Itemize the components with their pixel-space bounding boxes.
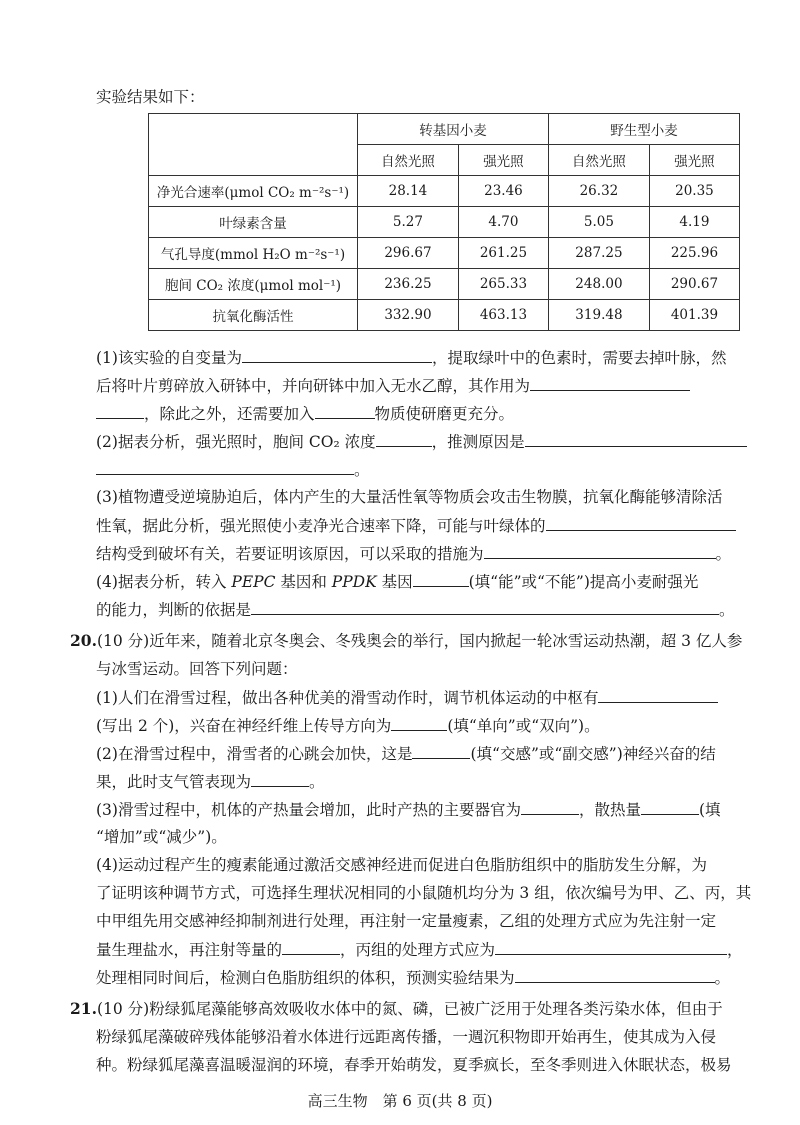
answer-blank[interactable] — [641, 798, 699, 815]
q21-line3: 种。粉绿狐尾藻喜温暖湿润的环境，春季开始萌发，夏季疯长，至冬季则进入休眠状态，极易 — [96, 1056, 732, 1074]
results-table — [148, 113, 740, 331]
table-sub-header: 自然光照 — [358, 145, 459, 176]
table-cell: 401.39 — [649, 300, 739, 331]
q19-part3-line1: (3)植物遭受逆境胁迫后，体内产生的大量活性氧等物质会攻击生物膜，抗氧化酶能够清除活 — [96, 488, 723, 506]
answer-blank[interactable] — [525, 430, 747, 447]
q19-part2-line1: (2)据表分析，强光照时，胞间 CO₂ 浓度 ，推测原因是 — [96, 430, 747, 453]
table-row — [149, 269, 740, 300]
question-number: 20. — [70, 631, 97, 650]
answer-blank[interactable] — [598, 686, 718, 703]
answer-blank[interactable] — [242, 346, 432, 363]
table-cell: 26.32 — [548, 176, 649, 207]
q20-part4-line2: 了证明该种调节方式，可选择生理状况相同的小鼠随机均分为 3 组，依次编号为甲、乙、丙，其 — [96, 884, 752, 902]
table-cell: 261.25 — [458, 238, 548, 269]
table-cell: 296.67 — [358, 238, 459, 269]
table-cell: 5.27 — [358, 207, 459, 238]
answer-blank[interactable] — [251, 770, 309, 787]
q20-part4-line4: 量生理盐水，再注射等量的 ，丙组的处理方式应为 ， — [96, 938, 743, 961]
table-cell: 248.00 — [548, 269, 649, 300]
table-cell: 287.25 — [548, 238, 649, 269]
q20-part3-line1: (3)滑雪过程中，机体的产热量会增加，此时产热的主要器官为 ，散热量 (填 — [96, 798, 721, 821]
table-cell: 332.90 — [358, 300, 459, 331]
table-row — [149, 176, 740, 207]
table-group-header: 野生型小麦 — [548, 114, 739, 145]
question-number: 21. — [70, 999, 97, 1018]
table-sub-header: 强光照 — [458, 145, 548, 176]
row-label: 净光合速率(μmol CO₂ m⁻²s⁻¹) — [149, 176, 358, 207]
table-cell: 5.05 — [548, 207, 649, 238]
answer-blank[interactable] — [515, 966, 715, 983]
q19-part3-line3: 结构受到破坏有关，若要证明该原因，可以采取的措施为 。 — [96, 542, 731, 565]
q20-part4-line5: 处理相同时间后，检测白色脂肪组织的体积，预测实验结果为 。 — [96, 966, 730, 989]
table-row — [149, 238, 740, 269]
q20-part2-line1: (2)在滑雪过程中，滑雪者的心跳会加快，这是 (填“交感”或“副交感”)神经兴奋的结 — [96, 742, 716, 765]
table-cell: 236.25 — [358, 269, 459, 300]
answer-blank[interactable] — [412, 742, 470, 759]
q19-part4-line2: 的能力，判断的依据是 。 — [96, 598, 735, 621]
q21-line2: 粉绿狐尾藻破碎残体能够沿着水体进行远距离传播，一週沉积物即开始再生，使其成为入侵 — [96, 1028, 717, 1046]
q20-part2-line2: 果，此时支气管表现为 。 — [96, 770, 325, 793]
answer-blank[interactable] — [495, 938, 727, 955]
row-label: 胞间 CO₂ 浓度(μmol mol⁻¹) — [149, 269, 358, 300]
q19-part4-line1: (4)据表分析，转入 PEPC 基因和 PPDK 基因 (填“能”或“不能”)提高小麦耐强光 — [96, 570, 698, 593]
intro-text: 实验结果如下： — [96, 88, 205, 106]
q19-part1-line1: (1)该实验的自变量为 ，提取绿叶中的色素时，需要去掉叶脉，然 — [96, 346, 726, 369]
row-label: 叶绿素含量 — [149, 207, 358, 238]
table-cell: 20.35 — [649, 176, 739, 207]
answer-blank[interactable] — [484, 542, 716, 559]
answer-blank[interactable] — [413, 570, 469, 587]
answer-blank[interactable] — [96, 458, 354, 475]
q20-part1-line2: (写出 2 个)，兴奋在神经纤维上传导方向为 (填“单向”或“双向”)。 — [96, 714, 600, 737]
table-group-header: 转基因小麦 — [358, 114, 549, 145]
answer-blank[interactable] — [251, 598, 719, 615]
q19-part1-line2: 后将叶片剪碎放入研钵中，并向研钵中加入无水乙醇，其作用为 — [96, 374, 690, 397]
table-cell: 4.70 — [458, 207, 548, 238]
table-row — [149, 207, 740, 238]
table-cell: 463.13 — [458, 300, 548, 331]
table-sub-header: 自然光照 — [548, 145, 649, 176]
q20-part1-line1: (1)人们在滑雪过程，做出各种优美的滑雪动作时，调节机体运动的中枢有 — [96, 686, 718, 709]
answer-blank[interactable] — [546, 514, 736, 531]
table-sub-header: 强光照 — [649, 145, 739, 176]
answer-blank[interactable] — [96, 402, 144, 419]
table-cell: 4.19 — [649, 207, 739, 238]
q20-part4-line1: (4)运动过程产生的瘦素能通过激活交感神经进而促进白色脂肪组织中的脂肪发生分解，为 — [96, 856, 707, 874]
table-row — [149, 300, 740, 331]
table-cell: 28.14 — [358, 176, 459, 207]
q19-part2-line2: 。 — [96, 458, 370, 481]
table-cell: 290.67 — [649, 269, 739, 300]
q20-part4-line3: 中甲组先用交感神经抑制剂进行处理，再注射一定量瘦素，乙组的处理方式应为先注射一定 — [96, 912, 717, 930]
page-footer: 高三生物 第 6 页(共 8 页) — [307, 1092, 493, 1110]
table-cell: 23.46 — [458, 176, 548, 207]
table-cell: 319.48 — [548, 300, 649, 331]
answer-blank[interactable] — [530, 374, 690, 391]
q19-part3-line2: 性氧，据此分析，强光照使小麦净光合速率下降，可能与叶绿体的 — [96, 514, 736, 537]
table-cell: 265.33 — [458, 269, 548, 300]
answer-blank[interactable] — [521, 798, 579, 815]
q20-header-line2: 与冰雪运动。回答下列问题： — [96, 660, 298, 678]
q19-part1-line3: ，除此之外，还需要加入 物质使研磨更充分。 — [96, 402, 514, 425]
answer-blank[interactable] — [376, 430, 432, 447]
q21-line1: 21.(10 分)粉绿狐尾藻能够高效吸收水体中的氮、磷，已被广泛用于处理各类污染水体，但由于 — [70, 999, 723, 1018]
table-cell: 225.96 — [649, 238, 739, 269]
q20-header-line1: 20.(10 分)近年来，随着北京冬奥会、冬残奥会的举行，国内掀起一轮冰雪运动热潮，超 3 亿人参 — [70, 631, 743, 650]
answer-blank[interactable] — [315, 402, 375, 419]
answer-blank[interactable] — [391, 714, 447, 731]
row-label: 抗氧化酶活性 — [149, 300, 358, 331]
answer-blank[interactable] — [282, 938, 340, 955]
q20-part3-line2: “增加”或“减少”)。 — [96, 828, 227, 846]
table-corner — [149, 114, 358, 176]
row-label: 气孔导度(mmol H₂O m⁻²s⁻¹) — [149, 238, 358, 269]
